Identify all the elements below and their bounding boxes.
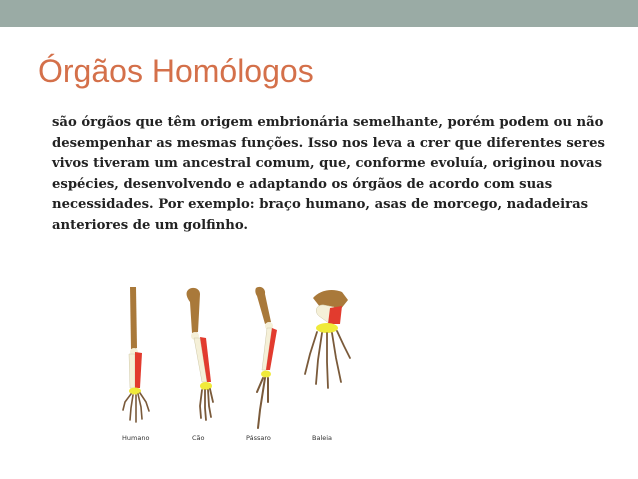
dog-leg-illustration xyxy=(187,288,213,420)
caption-whale: Baleia xyxy=(312,434,333,442)
caption-dog: Cão xyxy=(192,434,205,442)
slide-body-text: são órgãos que têm origem embrionária semelhante, porém podem ou não desempenhar as mesmas funções. Isso nos leva a crer que diferentes seres vivos tiveram um ancestral comum, que, conforme evoluía, originou novas espécies, desenvolvendo e adaptando os órgãos de acordo com suas necessidades. Por exemplo: braço humano, asas de morcego, nadadeiras anteriores de um golfinho. xyxy=(52,115,605,233)
human-arm-illustration xyxy=(123,287,149,422)
caption-human: Humano xyxy=(122,434,150,442)
top-bar xyxy=(0,0,638,27)
whale-flipper-illustration xyxy=(305,290,350,388)
slide-title: Órgãos Homólogos xyxy=(38,53,314,89)
homologous-limbs-figure xyxy=(110,280,360,445)
bird-wing-illustration xyxy=(255,287,277,428)
caption-bird: Pássaro xyxy=(246,434,271,442)
